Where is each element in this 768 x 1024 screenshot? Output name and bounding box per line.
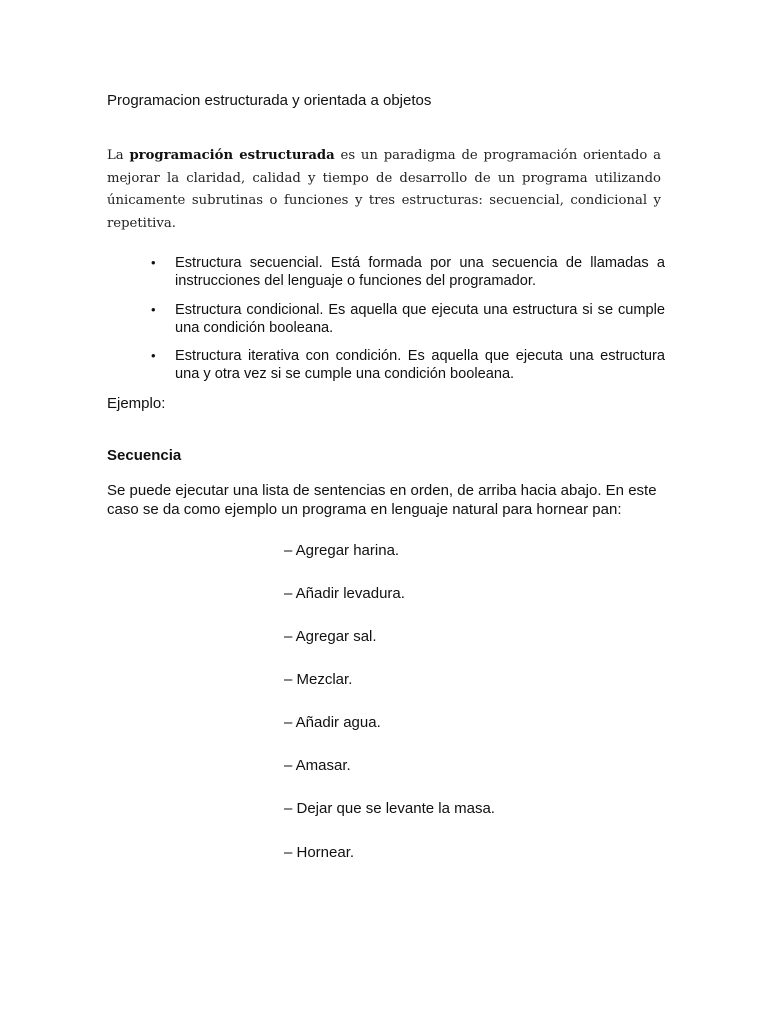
list-item: – Agregar harina. <box>284 542 400 559</box>
intro-paragraph <box>107 145 661 235</box>
bullet-text: Estructura secuencial. Está formada por una secuencia de llamadas a instrucciones del lenguaje o funciones del programador. <box>175 255 665 289</box>
list-item: – Añadir agua. <box>284 714 381 731</box>
list-item: – Agregar sal. <box>284 628 377 645</box>
bullet-icon: • <box>151 348 156 363</box>
bullet-text: Estructura iterativa con condición. Es aquella que ejecuta una estructura una y otra vez si se cumple una condición booleana. <box>175 348 665 382</box>
intro-prefix: La <box>107 148 124 163</box>
list-item: – Amasar. <box>284 757 351 774</box>
example-label: Ejemplo: <box>107 395 166 412</box>
intro-rest: es un paradigma de programación orientado a mejorar la claridad, calidad y tiempo de desarrollo de un programa utilizando únicamente subrutinas o funciones y tres estructuras: secuencial, condicional y repetitiva. <box>107 148 662 231</box>
bullet-text: Estructura condicional. Es aquella que ejecuta una estructura si se cumple una condición booleana. <box>175 302 665 336</box>
bullet-icon: • <box>151 302 156 317</box>
list-item: – Dejar que se levante la masa. <box>284 800 495 817</box>
document-title: Programacion estructurada y orientada a objetos <box>107 92 432 109</box>
list-item: – Mezclar. <box>284 671 353 688</box>
list-item: – Añadir levadura. <box>284 585 405 602</box>
section-paragraph: Se puede ejecutar una lista de sentencias en orden, de arriba hacia abajo. En este caso se da como ejemplo un programa en lenguaje natural para hornear pan: <box>107 482 657 518</box>
list-item: – Hornear. <box>284 844 355 861</box>
intro-term: programación estructurada <box>129 148 335 163</box>
bullet-icon: • <box>151 255 156 270</box>
section-heading: Secuencia <box>107 447 182 464</box>
